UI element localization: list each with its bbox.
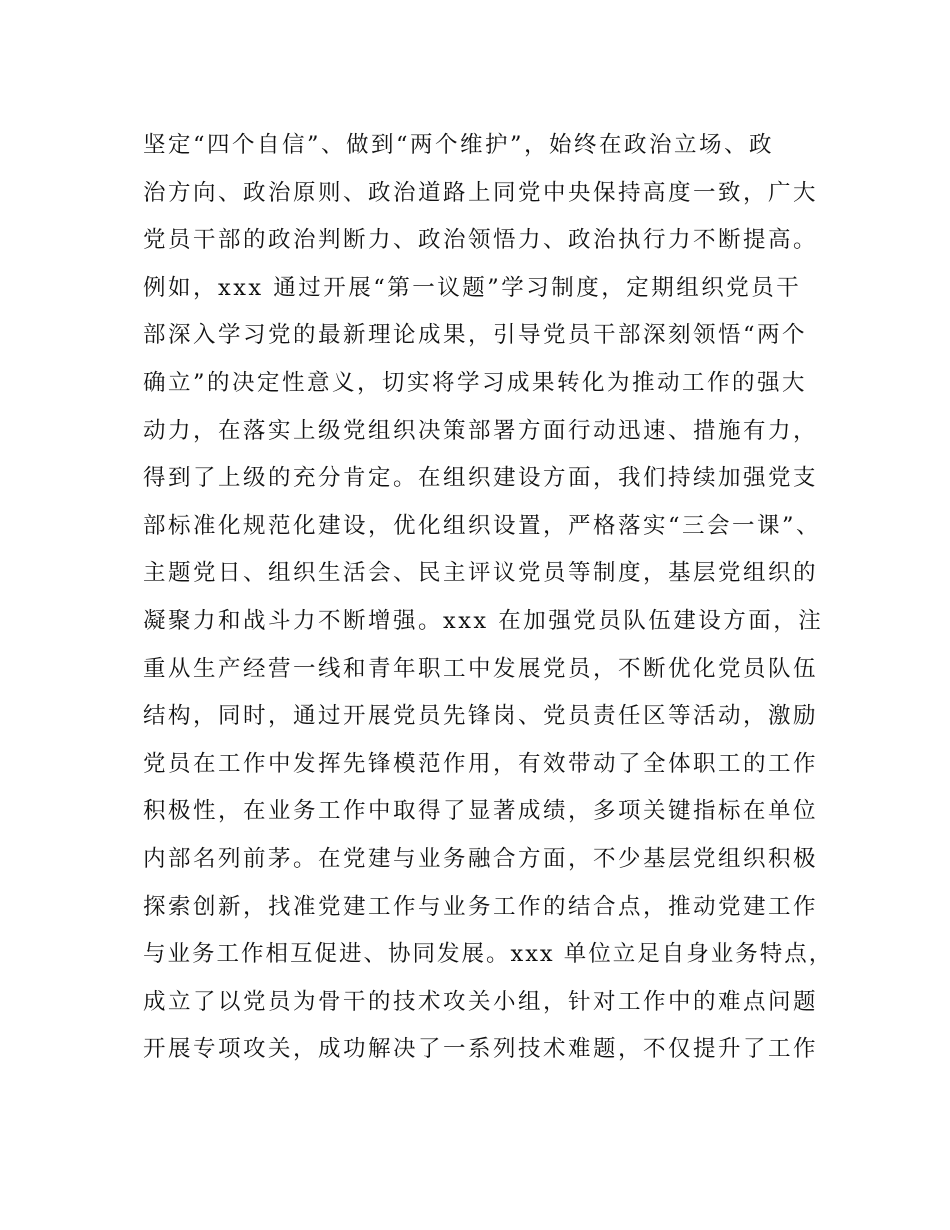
text-line: 例如，xxx 通过开展“第一议题”学习制度，定期组织党员干: [143, 274, 802, 301]
text-line: 探索创新，找准党建工作与业务工作的结合点，推动党建工作: [143, 893, 819, 920]
text-line: 部标准化规范化建设，优化组织设置，严格落实“三会一课”、: [143, 512, 822, 539]
text-line: 凝聚力和战斗力不断增强。xxx 在加强党员队伍建设方面，注: [143, 607, 824, 634]
text-line: 确立”的决定性意义，切实将学习成果转化为推动工作的强大: [143, 369, 808, 396]
text-line: 积极性，在业务工作中取得了显著成绩，多项关键指标在单位: [143, 798, 819, 825]
text-line: 部深入学习党的最新理论成果，引导党员干部深刻领悟“两个: [143, 322, 808, 349]
text-line: 坚定“四个自信”、做到“两个维护”，始终在政治立场、政: [143, 132, 775, 158]
text-line: 得到了上级的充分肯定。在组织建设方面，我们持续加强党支: [143, 465, 819, 492]
text-line: 开展专项攻关，成功解决了一系列技术难题，不仅提升了工作: [143, 1036, 819, 1063]
text-line: 内部名列前茅。在党建与业务融合方面，不少基层党组织积极: [143, 845, 819, 872]
text-line: 重从生产经营一线和青年职工中发展党员，不断优化党员队伍: [143, 655, 819, 682]
text-line: 成立了以党员为骨干的技术攻关小组，针对工作中的难点问题: [143, 988, 819, 1015]
text-line: 与业务工作相互促进、协同发展。xxx 单位立足自身业务特点，: [143, 941, 834, 968]
text-line: 结构，同时，通过开展党员先锋岗、党员责任区等活动，激励: [143, 703, 819, 730]
body-paragraph: [143, 122, 833, 1074]
text-line: 党员干部的政治判断力、政治领悟力、政治执行力不断提高。: [143, 227, 819, 254]
text-line: 治方向、政治原则、政治道路上同党中央保持高度一致，广大: [143, 179, 819, 206]
text-line: 主题党日、组织生活会、民主评议党员等制度，基层党组织的: [143, 560, 819, 587]
text-line: 党员在工作中发挥先锋模范作用，有效带动了全体职工的工作: [143, 750, 819, 777]
text-line: 动力，在落实上级党组织决策部署方面行动迅速、措施有力，: [143, 417, 819, 444]
